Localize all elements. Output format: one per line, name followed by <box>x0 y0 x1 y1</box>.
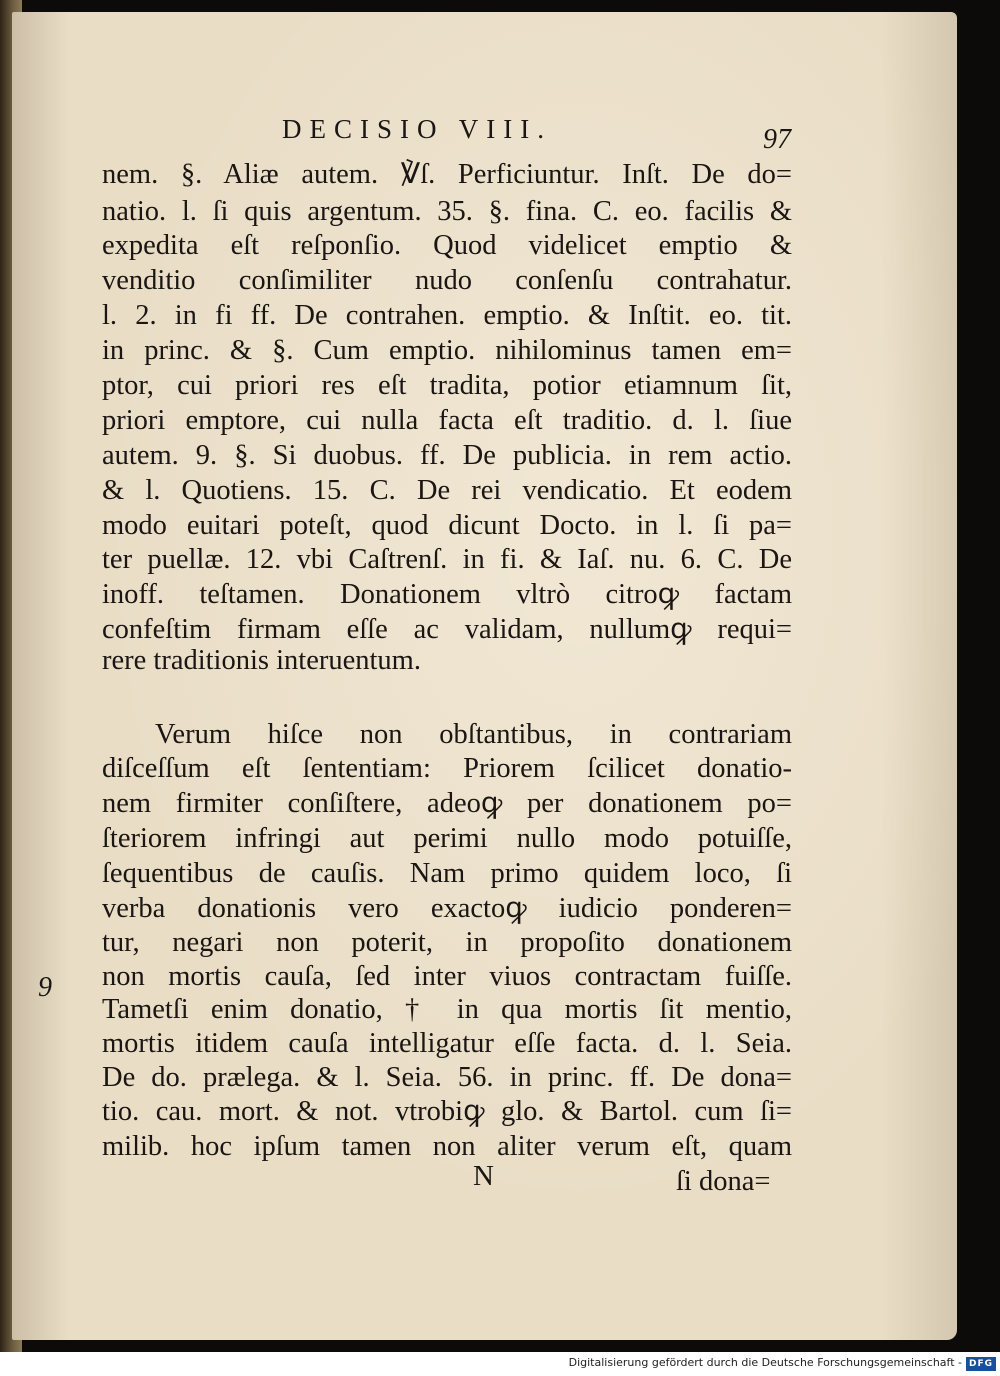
text-line: ptor, cui priori res eſt tradita, potior etiamnum ſit, <box>102 370 792 401</box>
signature-mark: N <box>473 1160 494 1192</box>
text-line: diſceſſum eſt ſententiam: Priorem ſcilicet donatio- <box>102 753 792 784</box>
text-line: Verum hiſce non obſtantibus, in contrariam <box>155 719 792 750</box>
text-line: De do. prælega. & l. Seia. 56. in princ. ff. De dona= <box>102 1062 792 1093</box>
catchword: ſi dona= <box>676 1166 771 1197</box>
text-line: milib. hoc ipſum tamen non aliter verum eſt, quam <box>102 1131 792 1162</box>
text-line: inoff. teſtamen. Donationem vltrò citroꝙ factam <box>102 579 792 610</box>
text-line: Tametſi enim donatio, † in qua mortis ſit mentio, <box>102 994 792 1025</box>
page-number: 97 <box>763 124 791 155</box>
text-line: verba donationis vero exactoꝙ iudicio ponderen= <box>102 893 792 924</box>
text-line: modo euitari poteſt, quod dicunt Docto. in l. ſi pa= <box>102 510 792 541</box>
text-line: non mortis cauſa, ſed inter viuos contractam fuiſſe. <box>102 961 792 992</box>
text-line: natio. l. ſi quis argentum. 35. §. fina. C. eo. facilis & <box>102 196 792 227</box>
text-line: rere traditionis interuentum. <box>102 645 421 676</box>
text-line: ſteriorem infringi aut perimi nullo modo potuiſſe, <box>102 823 792 854</box>
text-line: ſequentibus de cauſis. Nam primo quidem loco, ſi <box>102 858 792 889</box>
text-line: autem. 9. §. Si duobus. ff. De publicia. in rem actio. <box>102 440 792 471</box>
marginal-note-number: 9 <box>38 972 52 1003</box>
text-line: mortis itidem cauſa intelligatur eſſe facta. d. l. Seia. <box>102 1028 792 1059</box>
text-line: tio. cau. mort. & not. vtrobiꝙ glo. & Bartol. cum ſi= <box>102 1096 792 1127</box>
text-line: confeſtim firmam eſſe ac validam, nullumꝙ requi= <box>102 614 792 645</box>
text-line: in princ. & §. Cum emptio. nihilominus tamen em= <box>102 335 792 366</box>
dfg-logo: DFG <box>966 1357 996 1371</box>
text-line: expedita eſt reſponſio. Quod videlicet emptio & <box>102 230 792 261</box>
text-line: priori emptore, cui nulla facta eſt traditio. d. l. ſiue <box>102 405 792 436</box>
footer-bar <box>0 1352 1000 1376</box>
text-line: & l. Quotiens. 15. C. De rei vendicatio. Et eodem <box>102 475 792 506</box>
running-head: DECISIO VIII. <box>282 114 552 144</box>
text-line: nem firmiter conſiſtere, adeoꝙ per donationem po= <box>102 788 792 819</box>
funding-credit: Digitalisierung gefördert durch die Deutsche Forschungsgemeinschaft - <box>568 1356 962 1369</box>
text-line: nem. §. Aliæ autem. ℣ſ. Perficiuntur. Inſt. De do= <box>102 159 792 190</box>
text-line: venditio conſimiliter nudo conſenſu contrahatur. <box>102 265 792 296</box>
text-line: ter puellæ. 12. vbi Caſtrenſ. in fi. & Iaſ. nu. 6. C. De <box>102 544 792 575</box>
text-line: tur, negari non poterit, in propoſito donationem <box>102 927 792 958</box>
text-line: l. 2. in fi ff. De contrahen. emptio. & Inſtit. eo. tit. <box>102 300 792 331</box>
